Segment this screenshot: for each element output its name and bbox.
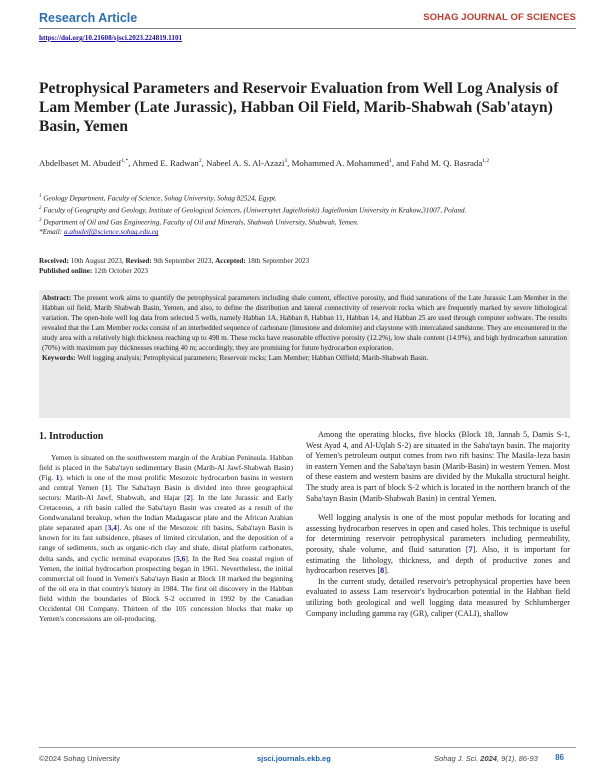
section-heading: 1. Introduction [39,431,104,442]
affiliations [39,192,570,238]
abstract-text: Abstract: The present work aims to quantify the petrophysical parameters including shale content, effective porosity, and fluid saturations of the Late Jurassic Lam Member in the Habban oil field, Marib Shabwah Basin, Yemen, and also, to define the distribution and lateral connectivity of reservoir rocks which are frequently marked by severe lithological variation. The open-hole well log data from selected 5 wells, namely Habban 1A, Habban 8, Habban 11, Habban 14, and Habban 25 are used through computer software. The results revealed that the Lam Member rocks consist of an interbedded sequence of carbonate (limestone and dolomite) and claystone with intercalated sandstone. They are encountered in the study area with a relatively high thickness reaching up to 498 m. These rocks have reasonable effective porosity (12.2%), low shale content (14.9%), and high hydrocarbon saturation (70%) with maximum pay thicknesses reaching 40 m; accordingly, they are promising for future hydrocarbon exploration. [42,294,567,352]
article-dates: Received: 10th August 2023, Revised: 9th September 2023, Accepted: 18th September 2023 Published online: 12th October 2023 [39,257,310,275]
journal-name: SOHAG JOURNAL OF SCIENCES [423,12,576,23]
paragraph: Among the operating blocks, five blocks (Block 18, Jannah 5, Damis S-1, West Ayad 4, and Al-Uqlah S-2) are situated in the Saba'tayn basin. The majority of Yemen's petroleum output comes from two rift basins: The Masila-Jeza basin in eastern Yemen and the Saba'tayn basin (Marib-Basin) in western Yemen. Most of these eastern and western basins are divided by the Mukalla structural height. The study area is part of block S-2 which is located in the northern branch of the Saba'tayn Basin (Marib-Shabwah Basin) in central Yemen. [306,430,570,503]
citation-link[interactable]: 8 [380,566,385,576]
author-list: Abdelbaset M. Abudeif$^{1,*}$, Ahmed E. Radwan$^2$, Nabeel A. S. Al-Azazi$^3$, Mohammed A. Mohammed$^1$, and Fahd M. Q. Basrada$^{1,2}$ [39,157,490,168]
page-number: 86 [555,753,564,762]
author-name: Ahmed E. Radwan [132,157,199,168]
doi-link[interactable]: https://doi.org/10.21608/sjsci.2023.224819.1101 [39,34,183,42]
article-type-label: Research Article [39,11,138,25]
footer-citation: Sohag J. Sci. 2024, 9(1), 86-93 [434,754,538,763]
author-affiliation-mark: 1,2 [482,158,490,164]
paragraph: Well logging analysis is one of the most popular methods for locating and assessing hydrocarbon reserves in open and cased holes. This technique is useful for determining reservoir petrophysical parameters including permeability, porosity, shale volume, and fluid saturation [7]. Also, it is important for estimating the lithology, thickness, and depth of productive zones and hydrocarbon reserves [8]. [306,513,570,576]
author-name: Abdelbaset M. Abudeif [39,157,122,168]
paragraph: Yemen is situated on the southwestern margin of the Arabian Peninsula. Habban field is placed in the Saba'tayn sedimentary Basin (Marib-Al Jawf-Shabwah Basin) (Fig. 1). which is one of the most prolific Mesozoic hydrocarbon basins in western and central Yemen [1]. The Saba'tayn Basin is divided into three geographical sectors: Marib-Al Jawf, Shabwah, and Hajar [2]. In the late Jurassic and Early Cretaceous, a rift basin called the Saba'tayn Basin was created as a result of the Gondwanaland breakup, when the Indian Madagascar plate and the African Arabian plate separated apart [3,4]. As one of the Mesozoic rift basins, Saba'tayn Basin is known for its fast subsidence, phases of limited circulation, and the deposition of a range of sediments, such as organic-rich clay and shale, distal platform carbonates, delta sands, and cyclic terminal evaporates [5,6]. In the Red Sea coastal region of Yemen, the initial hydrocarbon prospecting began in 1961. Nevertheless, the initial commercial oil found in Yemen's Saba'tayn Basin at Block 18 marked the beginning of the oil era in that country's history in 1984. The first oil discovery in the Habban field within the boundaries of Block S-2 occurred in 1992 by the Canadian Occidental Oil Company. Thirteen of the 105 concession blocks that make up Yemen's concessions are oil-producing. [39,453,294,623]
citation-link[interactable]: 7 [468,544,473,554]
abstract-box [39,290,570,418]
author-name: Fahd M. Q. Basrada [411,157,483,168]
citation-link[interactable]: 1 [104,483,109,493]
author-affiliation-mark: 2 [198,158,202,164]
affiliation-item: $^2$ Faculty of Geography and Geology, Institute of Geological Sciences, (Uniwersytet Jagielloński) Jagiellonian University in Krakow,31007, Poland. [39,205,467,215]
footer-copyright: ©2024 Sohag University [39,754,120,763]
citation-link[interactable]: 5,6 [176,553,186,563]
email-link[interactable]: a.abudeif@science.sohag.edu.eg [63,228,159,237]
left-column [39,432,293,624]
author-affiliation-mark: 3 [284,158,288,164]
right-column [306,430,570,619]
affiliation-item: $^1$ Geology Department, Faculty of Science, Sohag University, Sohag 82524, Egypt. [39,194,277,203]
paragraph: In the current study, detailed reservoir's petrophysical properties have been evaluated to assess Lam reservoir's hydrocarbon potential in the Habban field utilizing both geological and well logging data measured by Schlumberger Company including gamma ray (GR), caliper (CALI), shallow [306,576,570,618]
keywords: Keywords: Well logging analysis; Petrophysical parameters; Reservoir rocks; Lam Member; Habban Oilfield; Marib-Shabwah Basin. [42,354,429,362]
author-affiliation-mark: 1,* [121,158,129,164]
journal-url-link[interactable]: sjsci.journals.ekb.eg [257,754,331,763]
affiliation-item: $^3$ Department of Oil and Gas Engineering, Faculty of Oil and Minerals, Shabwah University, Shabwah, Yemen. [39,217,359,226]
corresponding-email: *Email: a.abudeif@science.sohag.edu.eg [39,228,159,237]
author-affiliation-mark: 1 [389,158,392,164]
author-name: Mohammed A. Mohammed [291,157,390,168]
footer-divider [39,747,576,748]
author-name: Nabeel A. S. Al-Azazi [206,157,285,168]
paper-title: Petrophysical Parameters and Reservoir Evaluation from Well Log Analysis of Lam Member (Late Jurassic), Habban Oil Field, Marib-Shabwah (Sab'atayn) Basin, Yemen [39,80,559,135]
header-divider [39,28,576,29]
citation-link[interactable]: 3,4 [107,523,117,533]
citation-link[interactable]: 2 [186,493,191,503]
figure-ref-link[interactable]: 1 [55,473,60,483]
